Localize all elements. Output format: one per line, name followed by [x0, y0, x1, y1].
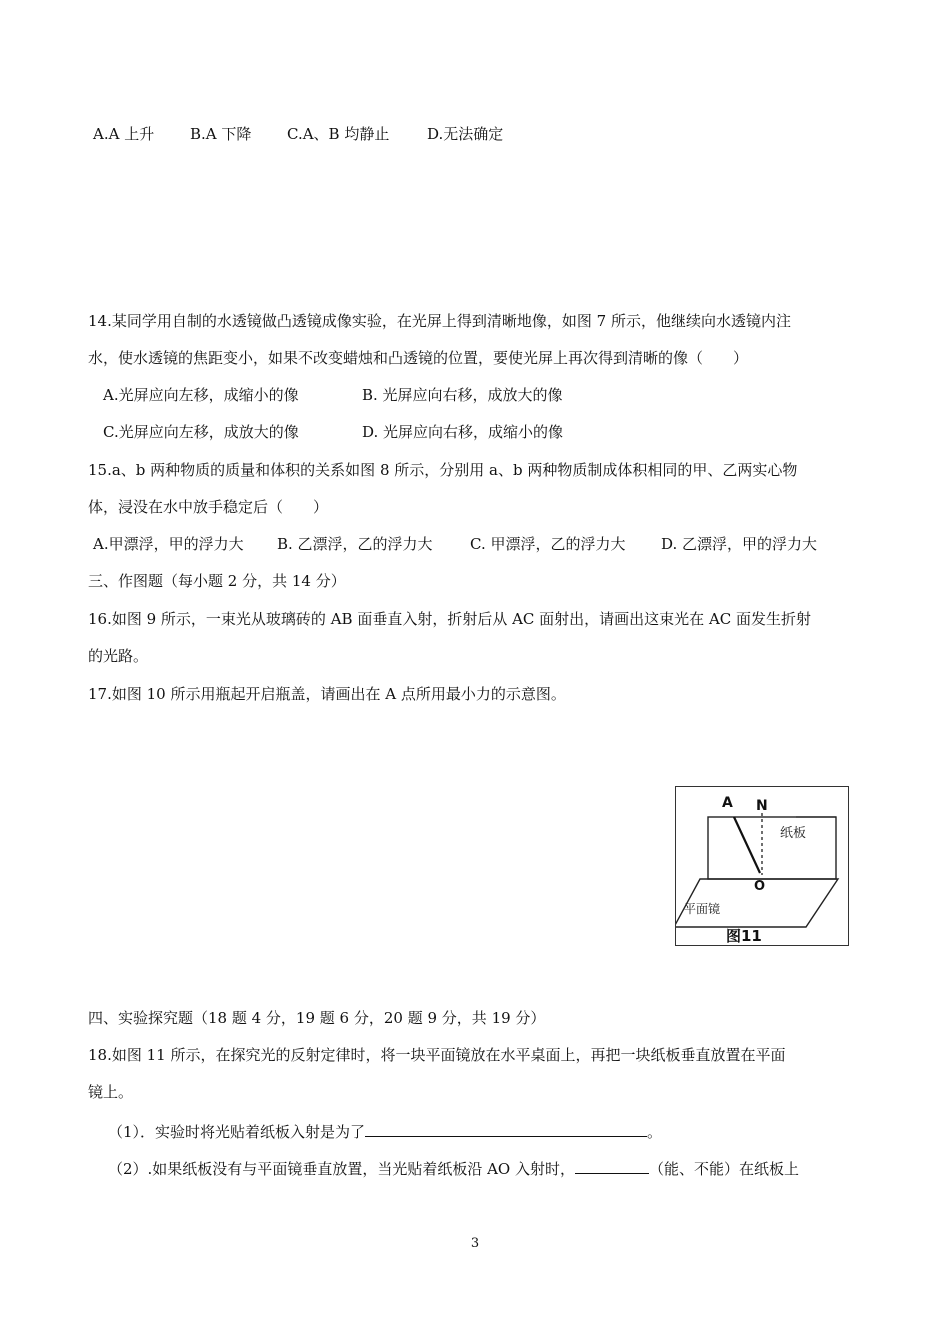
q16-stem-line1: 16.如图 9 所示，一束光从玻璃砖的 AB 面垂直入射，折射后从 AC 面射出，请画出这束光在 AC 面发生折射	[88, 610, 812, 628]
q15-stem-line2: 体，浸没在水中放手稳定后（ ）	[88, 498, 329, 516]
q15-option-b: B. 乙漂浮，乙的浮力大	[277, 535, 433, 553]
q14-option-c: C.光屏应向左移，成放大的像	[103, 423, 299, 441]
q13-option-a: A.A 上升	[93, 125, 155, 143]
q13-option-d: D.无法确定	[427, 125, 504, 143]
section-3-heading: 三、作图题（每小题 2 分，共 14 分）	[88, 572, 346, 590]
q17-stem: 17.如图 10 所示用瓶起开启瓶盖，请画出在 A 点所用最小力的示意图。	[88, 685, 566, 703]
q14-option-a: A.光屏应向左移，成缩小的像	[103, 386, 299, 404]
page-number: 3	[470, 1236, 480, 1251]
q13-option-c: C.A、B 均静止	[287, 125, 390, 143]
section-4-heading: 四、实验探究题（18 题 4 分，19 题 6 分，20 题 9 分，共 19 分）	[88, 1009, 546, 1027]
label-a: A	[722, 795, 733, 811]
incident-ray	[734, 817, 760, 873]
q18-sub2-prefix: （2）.如果纸板没有与平面镜垂直放置，当光贴着纸板沿 AO 入射时，	[108, 1160, 575, 1178]
figure-11	[675, 786, 849, 946]
q15-option-d: D. 乙漂浮，甲的浮力大	[661, 535, 818, 553]
label-o: O	[754, 879, 766, 894]
q15-option-a: A.甲漂浮，甲的浮力大	[93, 535, 244, 553]
q15-stem-line1: 15.a、b 两种物质的质量和体积的关系如图 8 所示，分别用 a、b 两种物质制成体积相同的甲、乙两实心物	[88, 461, 798, 479]
q18-sub1-prefix: （1）．实验时将光贴着纸板入射是为了	[108, 1123, 366, 1141]
q18-sub2-suffix: （能、不能）在纸板上	[648, 1160, 799, 1178]
q14-option-b: B. 光屏应向右移，成放大的像	[362, 386, 563, 404]
q18-stem-line2: 镜上。	[88, 1083, 134, 1101]
paper-board-shape	[708, 817, 836, 879]
q18-sub1-suffix: 。	[647, 1123, 663, 1141]
figure-11-caption: 图11	[726, 927, 762, 945]
q14-option-d: D. 光屏应向右移，成缩小的像	[362, 423, 564, 441]
q18-sub1-answer-blank[interactable]	[365, 1120, 647, 1137]
label-n: N	[756, 798, 768, 814]
q15-option-c: C. 甲漂浮，乙的浮力大	[470, 535, 626, 553]
q14-stem-line2: 水，使水透镜的焦距变小，如果不改变蜡烛和凸透镜的位置，要使光屏上再次得到清晰的像（ ）	[88, 349, 749, 367]
label-plane-mirror: 平面镜	[684, 902, 721, 916]
q16-stem-line2: 的光路。	[88, 647, 149, 665]
label-paper-board: 纸板	[780, 826, 807, 841]
q18-sub2-answer-blank[interactable]	[575, 1157, 649, 1174]
q18-stem-line1: 18.如图 11 所示，在探究光的反射定律时，将一块平面镜放在水平桌面上，再把一块纸板垂直放置在平面	[88, 1046, 786, 1064]
q14-stem-line1: 14.某同学用自制的水透镜做凸透镜成像实验，在光屏上得到清晰地像，如图 7 所示，他继续向水透镜内注	[88, 312, 791, 330]
figure-11-drawing	[676, 787, 848, 945]
q18-sub2	[108, 1157, 799, 1179]
q18-sub1	[108, 1120, 662, 1142]
q13-option-b: B.A 下降	[190, 125, 252, 143]
